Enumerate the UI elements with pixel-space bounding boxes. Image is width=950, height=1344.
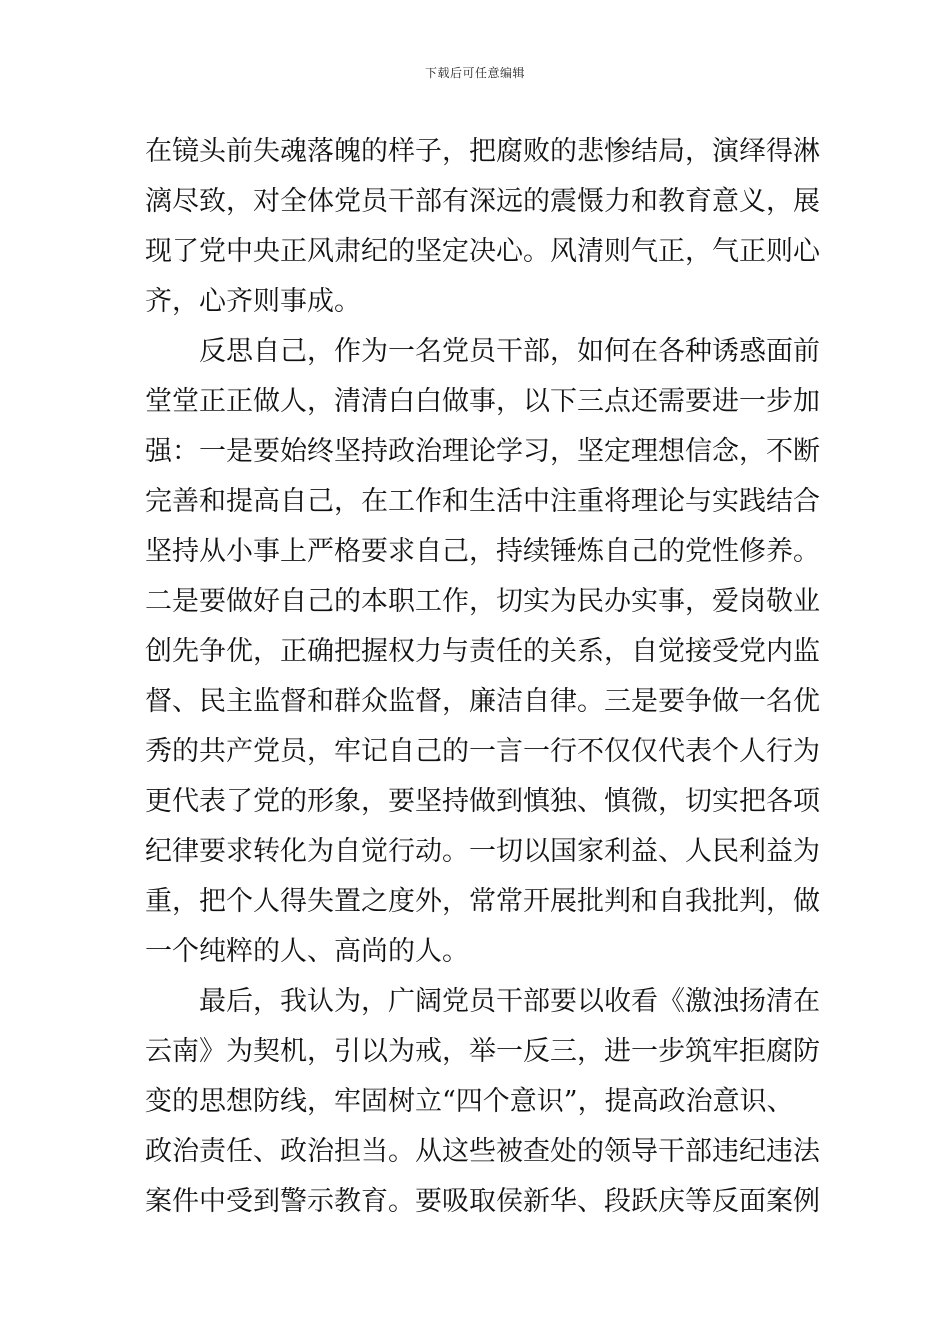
text-line: 现了党中央正风肃纪的坚定决心。风清则气正，气正则心 — [145, 236, 820, 267]
text-line: 齐，心齐则事成。 — [145, 286, 361, 317]
text-line: 强：一是要始终坚持政治理论学习，坚定理想信念，不断 — [145, 436, 820, 467]
text-line: 督、民主监督和群众监督，廉洁自律。三是要争做一名优 — [145, 686, 820, 717]
text-line: 二是要做好自己的本职工作，切实为民办实事，爱岗敬业 — [145, 586, 820, 617]
page-header: 下载后可任意编辑 — [424, 66, 525, 80]
text-line: 漓尽致，对全体党员干部有深远的震慑力和教育意义，展 — [145, 186, 820, 217]
text-line: 创先争优，正确把握权力与责任的关系，自觉接受党内监 — [145, 636, 820, 667]
text-line: 变的思想防线，牢固树立“四个意识”，提高政治意识、 — [145, 1086, 794, 1117]
body-text — [145, 127, 820, 1227]
text-line: 政治责任、政治担当。从这些被查处的领导干部违纪违法 — [145, 1136, 820, 1167]
text-line: 在镜头前失魂落魄的样子，把腐败的悲惨结局，演绎得淋 — [145, 136, 820, 167]
text-line: 堂堂正正做人，清清白白做事，以下三点还需要进一步加 — [145, 386, 820, 417]
text-line: 坚持从小事上严格要求自己，持续锤炼自己的党性修养。 — [145, 536, 820, 567]
text-line: 更代表了党的形象，要坚持做到慎独、慎微，切实把各项 — [145, 786, 820, 817]
text-line: 案件中受到警示教育。要吸取侯新华、段跃庆等反面案例 — [145, 1186, 820, 1217]
text-line: 云南》为契机，引以为戒，举一反三，进一步筑牢拒腐防 — [145, 1036, 820, 1067]
text-line: 一个纯粹的人、高尚的人。 — [145, 936, 469, 967]
text-line: 反思自己，作为一名党员干部，如何在各种诱惑面前 — [145, 336, 820, 367]
text-line: 纪律要求转化为自觉行动。一切以国家利益、人民利益为 — [145, 836, 820, 867]
text-line: 完善和提高自己，在工作和生活中注重将理论与实践结合 — [145, 486, 820, 517]
text-line: 重，把个人得失置之度外，常常开展批判和自我批判，做 — [145, 886, 820, 917]
text-line: 最后，我认为，广阔党员干部要以收看《激浊扬清在 — [145, 986, 820, 1017]
text-line: 秀的共产党员，牢记自己的一言一行不仅仅代表个人行为 — [145, 736, 820, 767]
